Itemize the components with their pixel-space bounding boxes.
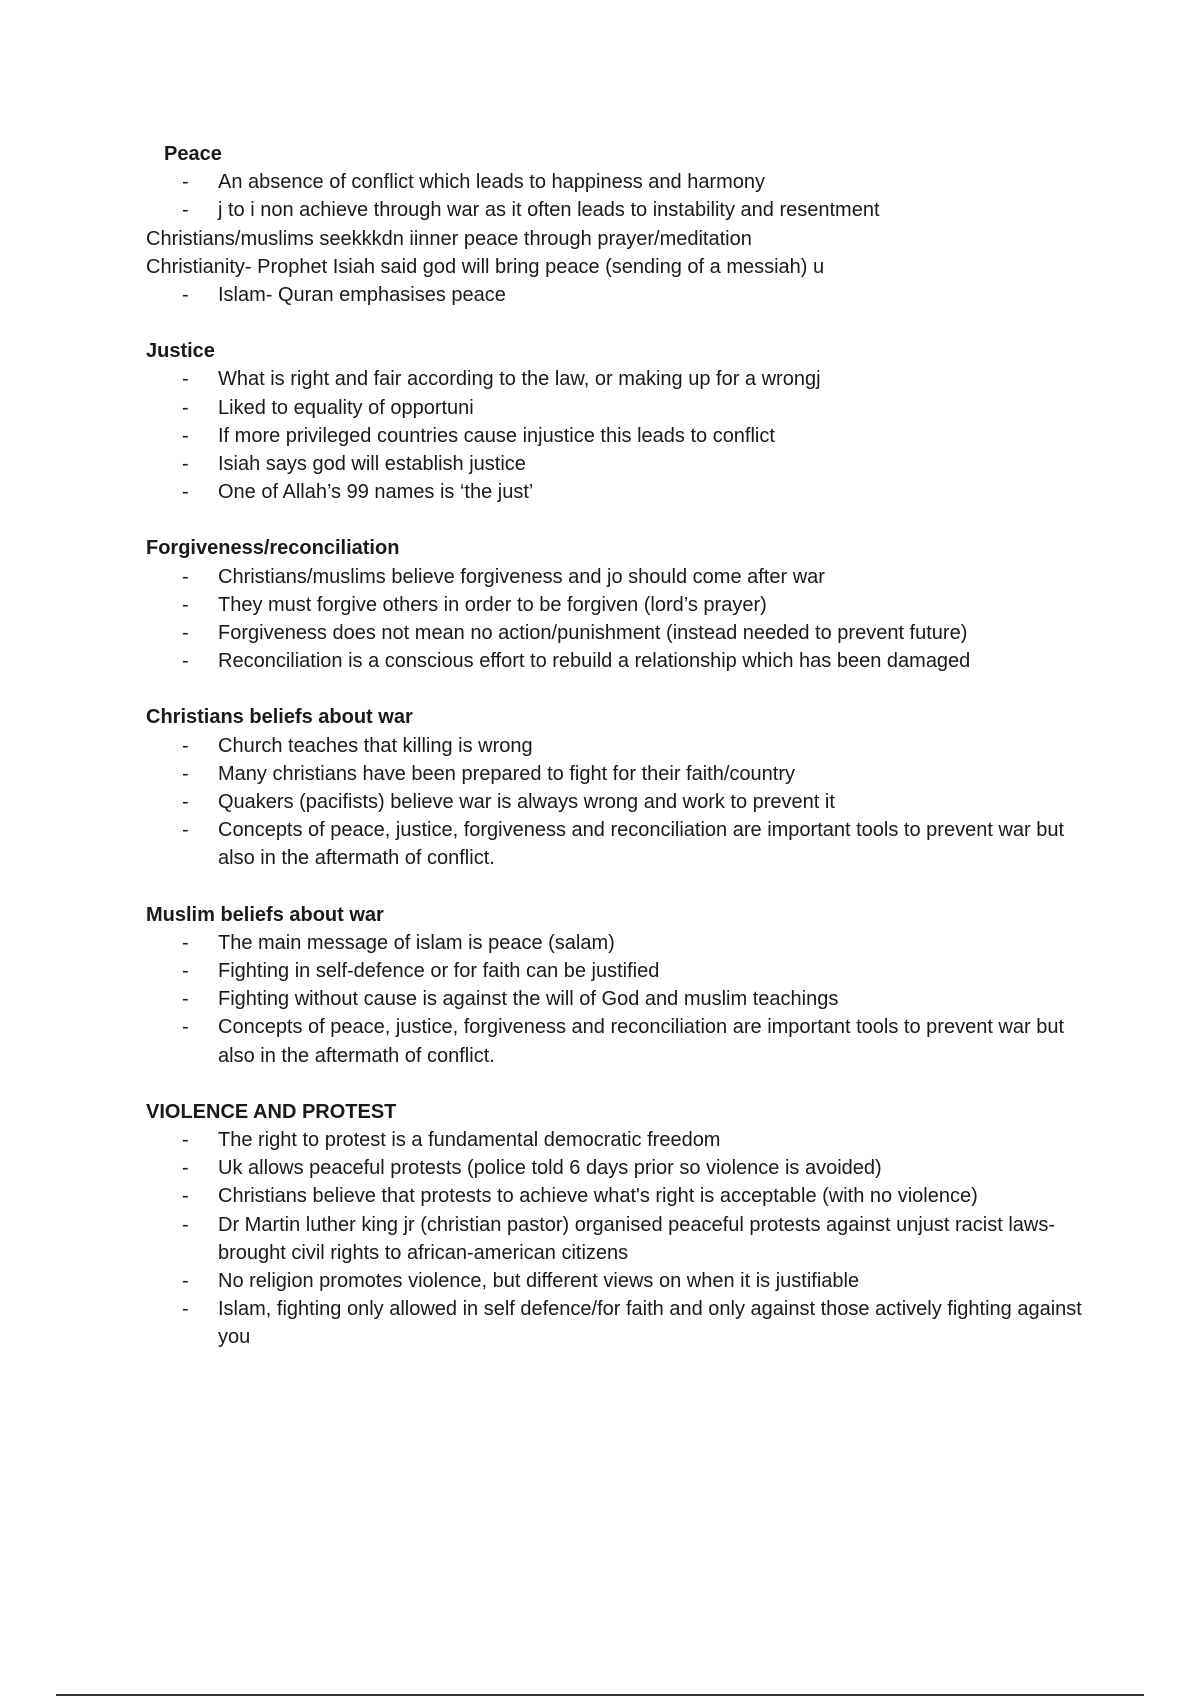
list-item-text: One of Allah’s 99 names is ‘the just’ (218, 481, 534, 504)
section-heading: VIOLENCE AND PROTEST (146, 1100, 397, 1123)
list-item (146, 1182, 1096, 1210)
list-item-text: Quakers (pacifists) believe war is always wrong and work to prevent it (218, 791, 835, 813)
list-item (146, 985, 1096, 1013)
bullet-dash: - (182, 791, 189, 813)
list-item (146, 1267, 1096, 1295)
list-item-text: The main message of islam is peace (salam) (218, 931, 615, 954)
list-item (146, 619, 1096, 647)
bullet-dash: - (182, 1298, 189, 1321)
bullet-dash: - (182, 988, 189, 1011)
list-item (146, 1211, 1096, 1267)
bullet-dash: - (182, 1157, 189, 1180)
bullet-dash: - (182, 481, 189, 504)
list-item-text: Islam, fighting only allowed in self defence/for faith and only against those actively fighting against you (218, 1298, 1082, 1349)
bullet-dash: - (182, 931, 189, 954)
bullet-dash: - (182, 453, 189, 475)
list-item (146, 1126, 1096, 1154)
bullet-list (146, 563, 1096, 676)
list-item (146, 196, 1096, 224)
bullet-dash: - (182, 396, 189, 419)
list-item-text: Concepts of peace, justice, forgiveness and reconciliation are important tools to prevent war but also in the aftermath of conflict. (218, 819, 1065, 870)
list-item (146, 760, 1096, 788)
section-forgiveness (146, 534, 1096, 675)
bullet-list (146, 732, 1096, 873)
bullet-dash: - (182, 819, 189, 842)
bullet-dash: - (182, 284, 189, 306)
bullet-dash: - (182, 1213, 189, 1236)
list-item (146, 957, 1096, 985)
list-item (146, 816, 1096, 872)
bullet-dash: - (182, 593, 189, 616)
list-item (146, 788, 1096, 816)
list-item-text: No religion promotes violence, but different views on when it is justifiable (218, 1270, 860, 1293)
list-item (146, 647, 1096, 675)
bullet-dash: - (182, 565, 189, 588)
list-item-text: Dr Martin luther king jr (christian pastor) organised peaceful protests against unjust racist laws- brought civil rights to african-american citizens (218, 1213, 1056, 1264)
section-heading: Forgiveness/reconciliation (146, 537, 400, 560)
plain-text-line: Christians/muslims seekkkdn iinner peace through prayer/meditation (146, 227, 752, 250)
list-item-text: Many christians have been prepared to fight for their faith/country (218, 762, 795, 785)
list-item-text: They must forgive others in order to be forgiven (lord’s prayer) (218, 593, 767, 616)
list-item-text: Islam- Quran emphasises peace (218, 284, 506, 306)
list-item (146, 591, 1096, 619)
bullet-list (146, 168, 1096, 224)
list-item-text: Church teaches that killing is wrong (218, 734, 533, 757)
list-item-text: If more privileged countries cause injustice this leads to conflict (218, 424, 775, 447)
section-violence-protest (146, 1098, 1096, 1352)
bullet-dash: - (182, 762, 189, 785)
bullet-dash: - (182, 1270, 189, 1293)
list-item (146, 1154, 1096, 1182)
page-bottom-rule (56, 1694, 1144, 1696)
list-item (146, 732, 1096, 760)
list-item-text: Forgiveness does not mean no action/punishment (instead needed to prevent future) (218, 622, 968, 644)
list-item-text: Reconciliation is a conscious effort to rebuild a relationship which has been damaged (218, 650, 971, 673)
section-heading: Muslim beliefs about war (146, 903, 384, 926)
bullet-dash: - (182, 650, 189, 673)
plain-text-line: Christianity- Prophet Isiah said god will bring peace (sending of a messiah) u (146, 255, 825, 278)
list-item-text: j to i non achieve through war as it often leads to instability and resentment (218, 199, 880, 222)
notes-content (146, 140, 1096, 1352)
list-item (146, 394, 1096, 422)
bullet-dash: - (182, 960, 189, 982)
section-peace (146, 140, 1096, 309)
bullet-dash: - (182, 1185, 189, 1208)
list-item (146, 365, 1096, 393)
bullet-dash: - (182, 171, 189, 194)
list-item-text: Concepts of peace, justice, forgiveness and reconciliation are important tools to prevent war but also in the aftermath of conflict. (218, 1016, 1065, 1067)
section-justice (146, 337, 1096, 506)
list-item (146, 1013, 1096, 1069)
list-item-text: Fighting in self-defence or for faith can be justified (218, 960, 660, 982)
list-item-text: The right to protest is a fundamental democratic freedom (218, 1129, 721, 1151)
list-item-text: Isiah says god will establish justice (218, 453, 526, 475)
list-item (146, 1295, 1096, 1351)
bullet-list (146, 929, 1096, 1070)
section-christian-beliefs-war (146, 703, 1096, 872)
list-item (146, 929, 1096, 957)
bullet-dash: - (182, 199, 189, 222)
section-muslim-beliefs-war (146, 901, 1096, 1070)
bullet-dash: - (182, 368, 189, 391)
bullet-list (146, 281, 1096, 309)
bullet-dash: - (182, 1016, 189, 1039)
list-item (146, 281, 1096, 309)
bullet-dash: - (182, 734, 189, 757)
list-item-text: What is right and fair according to the law, or making up for a wrongj (218, 368, 821, 391)
section-heading: Christians beliefs about war (146, 706, 413, 729)
bullet-dash: - (182, 424, 189, 447)
list-item (146, 422, 1096, 450)
list-item-text: Christians/muslims believe forgiveness and jo should come after war (218, 565, 825, 588)
list-item (146, 563, 1096, 591)
list-item-text: Christians believe that protests to achieve what's right is acceptable (with no violence) (218, 1185, 978, 1208)
bullet-list (146, 365, 1096, 506)
list-item-text: Uk allows peaceful protests (police told 6 days prior so violence is avoided) (218, 1157, 882, 1180)
bullet-dash: - (182, 1129, 189, 1151)
list-item-text: Fighting without cause is against the will of God and muslim teachings (218, 988, 839, 1011)
bullet-list (146, 1126, 1096, 1352)
list-item (146, 478, 1096, 506)
section-heading: Peace (164, 143, 222, 165)
section-heading: Justice (146, 340, 215, 363)
list-item-text: Liked to equality of opportuni (218, 396, 474, 419)
list-item-text: An absence of conflict which leads to happiness and harmony (218, 171, 766, 194)
list-item (146, 450, 1096, 478)
bullet-dash: - (182, 622, 189, 644)
list-item (146, 168, 1096, 196)
